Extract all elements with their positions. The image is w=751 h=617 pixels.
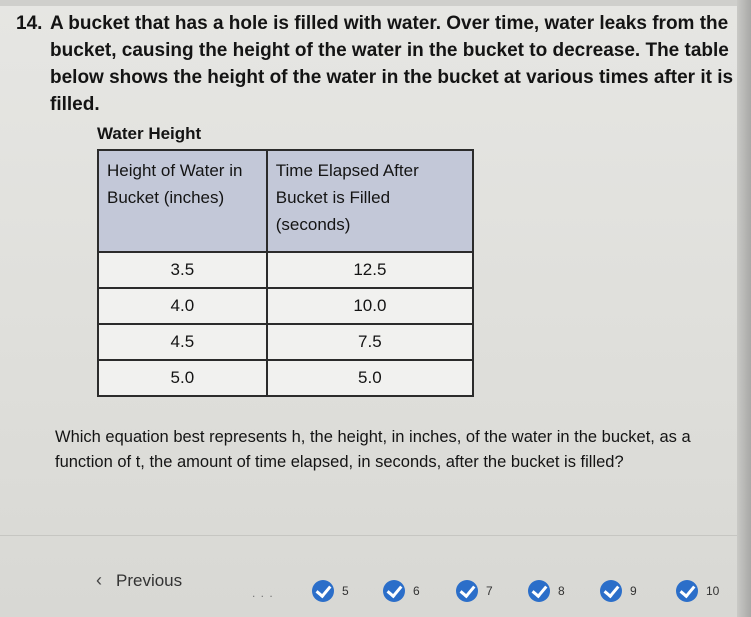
cell-height: 4.0 bbox=[98, 288, 267, 324]
checkmark-icon bbox=[600, 580, 622, 602]
cell-time: 5.0 bbox=[267, 360, 473, 396]
cell-time: 12.5 bbox=[267, 252, 473, 288]
question-nav-number: 5 bbox=[342, 584, 349, 598]
question-nav-5[interactable] bbox=[312, 580, 349, 602]
previous-button[interactable] bbox=[96, 570, 182, 591]
question-prompt: Which equation best represents h, the height, in inches, of the water in the bucket, as a function of t, the amount of time elapsed, in seconds, after the bucket is filled? bbox=[55, 428, 691, 471]
question-nav-number: 10 bbox=[706, 584, 720, 598]
table-header-row bbox=[98, 150, 473, 252]
water-height-table bbox=[97, 149, 474, 397]
cell-height: 3.5 bbox=[98, 252, 267, 288]
checkmark-icon bbox=[528, 580, 550, 602]
checkmark-icon bbox=[456, 580, 478, 602]
question-nav-number: 8 bbox=[558, 584, 565, 598]
table-row bbox=[98, 288, 473, 324]
question-nav-9[interactable] bbox=[600, 580, 637, 602]
checkmark-icon bbox=[676, 580, 698, 602]
checkmark-icon bbox=[383, 580, 405, 602]
header-height: Height of Water in Bucket (inches) bbox=[98, 150, 267, 252]
question-text: A bucket that has a hole is filled with water. Over time, water leaks from the bucket, causing the height of the water in the bucket to decrease. The table below shows the height of the water in the bucket at various times after it is filled. bbox=[50, 13, 734, 115]
table-row bbox=[98, 360, 473, 396]
cell-time: 7.5 bbox=[267, 324, 473, 360]
table-row bbox=[98, 324, 473, 360]
cell-time: 10.0 bbox=[267, 288, 473, 324]
top-border bbox=[0, 0, 751, 6]
question-number: 14. bbox=[16, 13, 43, 34]
question-nav-number: 6 bbox=[413, 584, 420, 598]
question-nav-number: 9 bbox=[630, 584, 637, 598]
checkmark-icon bbox=[312, 580, 334, 602]
table-title: Water Height bbox=[97, 124, 202, 143]
pagination-ellipsis: . . . bbox=[252, 586, 274, 600]
chevron-left-icon: ‹ bbox=[96, 570, 102, 590]
table-row bbox=[98, 252, 473, 288]
question-nav-7[interactable] bbox=[456, 580, 493, 602]
question-nav-number: 7 bbox=[486, 584, 493, 598]
header-time: Time Elapsed After Bucket is Filled (seconds) bbox=[267, 150, 473, 252]
cell-height: 5.0 bbox=[98, 360, 267, 396]
question-nav-10[interactable] bbox=[676, 580, 719, 602]
question-nav-8[interactable] bbox=[528, 580, 565, 602]
cell-height: 4.5 bbox=[98, 324, 267, 360]
divider bbox=[0, 535, 737, 536]
question-nav-6[interactable] bbox=[383, 580, 420, 602]
previous-label: Previous bbox=[116, 570, 183, 590]
